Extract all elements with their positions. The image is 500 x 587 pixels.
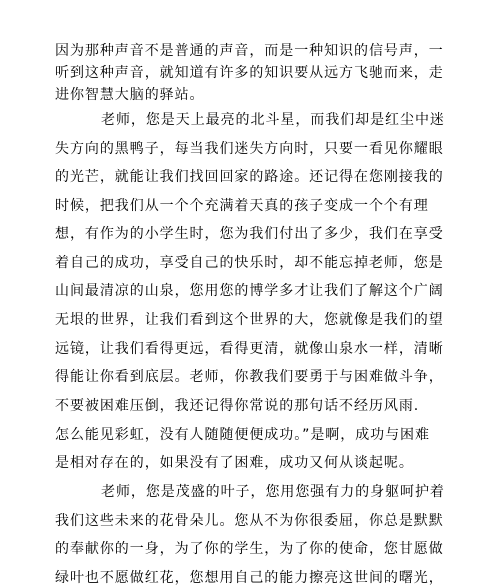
text-line: 着自己的成功，享受自己的快乐时，却不能忘掉老师，您是 — [55, 255, 444, 271]
text-line: 老师，您是天上最亮的北斗星，而我们却是红尘中迷 — [101, 112, 445, 128]
text-line: 是相对存在的，如果没有了困难，成功又何从谈起呢。 — [55, 455, 414, 471]
text-line: 的奉献你的一身，为了你的学生，为了你的使命，您甘愿做 — [55, 541, 444, 557]
text-line: 山间最清凉的山泉，您用您的博学多才让我们了解这个广阔 — [55, 283, 444, 299]
text-line: 进你智慧大脑的驿站。 — [55, 87, 205, 103]
text-line: 绿叶也不愿做红花，您想用自己的能力擦亮这世间的曙光， — [55, 570, 444, 586]
text-line: 因为那种声音不是普通的声音，而是一种知识的信号声，一 — [55, 43, 444, 59]
text-line: 想，有作为的小学生时，您为我们付出了多少，我们在享受 — [55, 226, 444, 242]
text-line: 怎么能见彩虹，没有人随随便便成功。”是啊，成功与困难 — [55, 427, 430, 443]
text-line: 的光芒，就能让我们找回回家的路途。还记得在您刚接我的 — [55, 169, 444, 185]
text-line: 失方向的黑鸭子，每当我们迷失方向时，只要一看见你耀眼 — [55, 141, 444, 157]
text-line: 远镜，让我们看得更远，看得更清，就像山泉水一样，清晰 — [55, 341, 444, 357]
text-line: 老师，您是茂盛的叶子，您用您强有力的身躯呵护着 — [101, 484, 445, 500]
text-line: 时候，把我们从一个个充满着天真的孩子变成一个个有理 — [55, 198, 429, 214]
text-line: 我们这些未来的花骨朵儿。您从不为你很委屈，你总是默默 — [55, 513, 444, 529]
text-line: 无垠的世界，让我们看到这个世界的大，您就像是我们的望 — [55, 312, 444, 328]
text-line: 得能让你看到底层。老师，你教我们要勇于与困难做斗争， — [55, 369, 444, 385]
text-line: 听到这种声音，就知道有许多的知识要从远方飞驰而来，走 — [55, 65, 444, 81]
text-line: 不要被困难压倒，我还记得你常说的那句话不经历风雨. — [55, 398, 420, 414]
